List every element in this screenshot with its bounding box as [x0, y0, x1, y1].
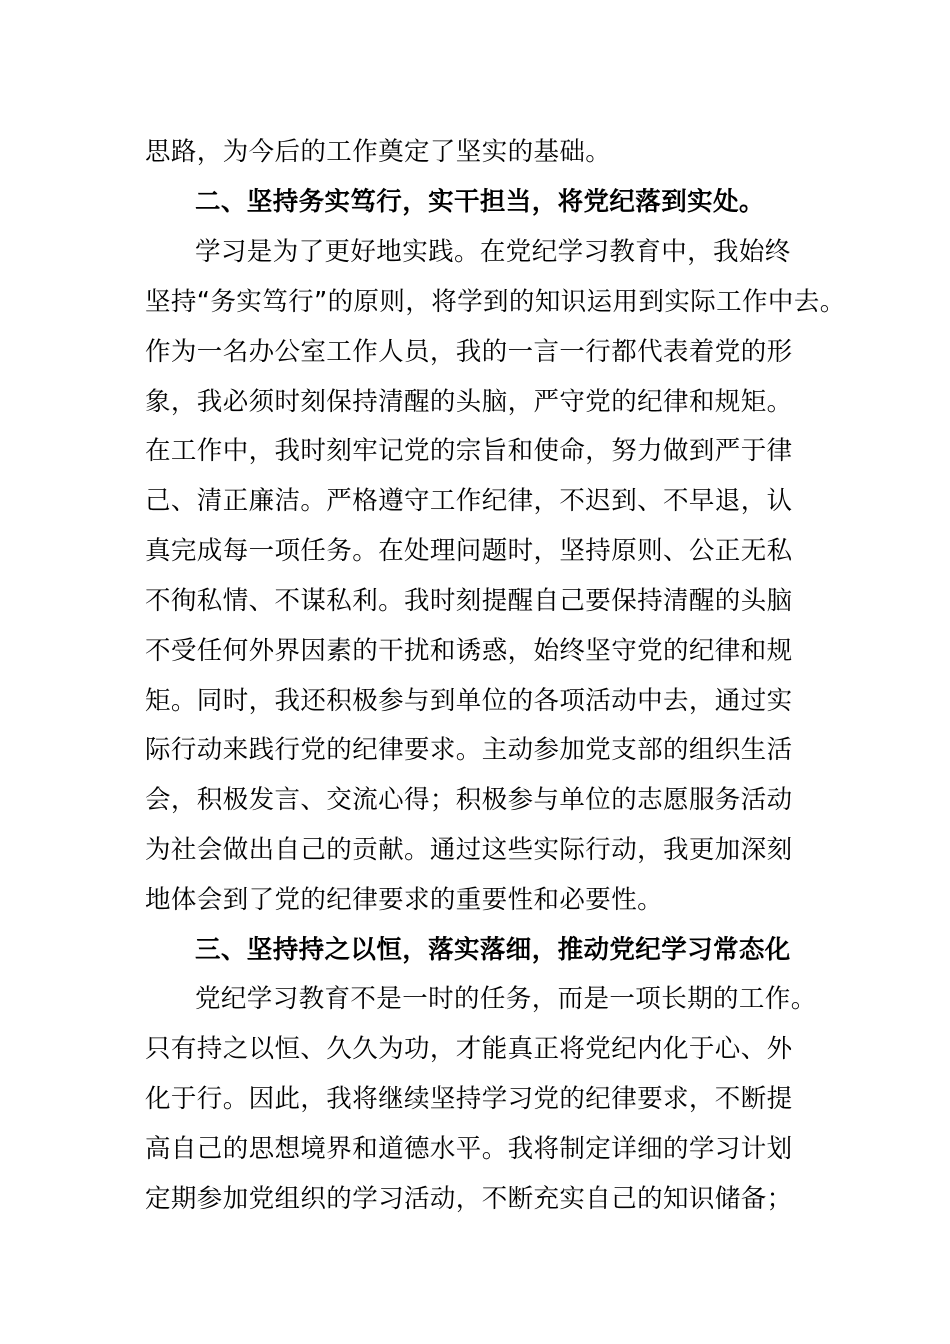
paragraph-line: 际行动来践行党的纪律要求。主动参加党支部的组织生活 — [145, 735, 793, 765]
paragraph-line: 己、清正廉洁。严格遵守工作纪律，不迟到、不早退，认 — [145, 486, 793, 516]
paragraph-line: 学习是为了更好地实践。在党纪学习教育中，我始终 — [195, 237, 791, 267]
paragraph-line: 会，积极发言、交流心得；积极参与单位的志愿服务活动 — [145, 785, 793, 815]
paragraph-line: 真完成每一项任务。在处理问题时，坚持原则、公正无私 — [145, 536, 793, 566]
section-heading-2: 二、坚持务实笃行，实干担当，将党纪落到实处。 — [195, 187, 765, 217]
paragraph-line: 为社会做出自己的贡献。通过这些实际行动，我更加深刻 — [145, 835, 793, 865]
paragraph-line: 矩。同时，我还积极参与到单位的各项活动中去，通过实 — [145, 686, 793, 716]
paragraph-line: 在工作中，我时刻牢记党的宗旨和使命，努力做到严于律 — [145, 436, 793, 466]
paragraph-line: 高自己的思想境界和道德水平。我将制定详细的学习计划 — [145, 1134, 793, 1164]
paragraph-line: 地体会到了党的纪律要求的重要性和必要性。 — [145, 885, 664, 915]
paragraph-line: 不受任何外界因素的干扰和诱惑，始终坚守党的纪律和规 — [145, 636, 793, 666]
paragraph-line: 不徇私情、不谋私利。我时刻提醒自己要保持清醒的头脑 — [145, 586, 793, 616]
paragraph-line: 思路，为今后的工作奠定了坚实的基础。 — [145, 137, 612, 167]
paragraph-line: 化于行。因此，我将继续坚持学习党的纪律要求，不断提 — [145, 1084, 793, 1114]
paragraph-line: 定期参加党组织的学习活动，不断充实自己的知识储备； — [145, 1184, 793, 1214]
paragraph-line: 坚持“务实笃行”的原则，将学到的知识运用到实际工作中去。 — [145, 287, 846, 317]
paragraph-line: 党纪学习教育不是一时的任务，而是一项长期的工作。 — [195, 984, 817, 1014]
paragraph-line: 象，我必须时刻保持清醒的头脑，严守党的纪律和规矩。 — [145, 387, 793, 417]
paragraph-line: 作为一名办公室工作人员，我的一言一行都代表着党的形 — [145, 337, 793, 367]
paragraph-line: 只有持之以恒、久久为功，才能真正将党纪内化于心、外 — [145, 1034, 793, 1064]
section-heading-3: 三、坚持持之以恒，落实落细，推动党纪学习常态化 — [195, 935, 791, 965]
